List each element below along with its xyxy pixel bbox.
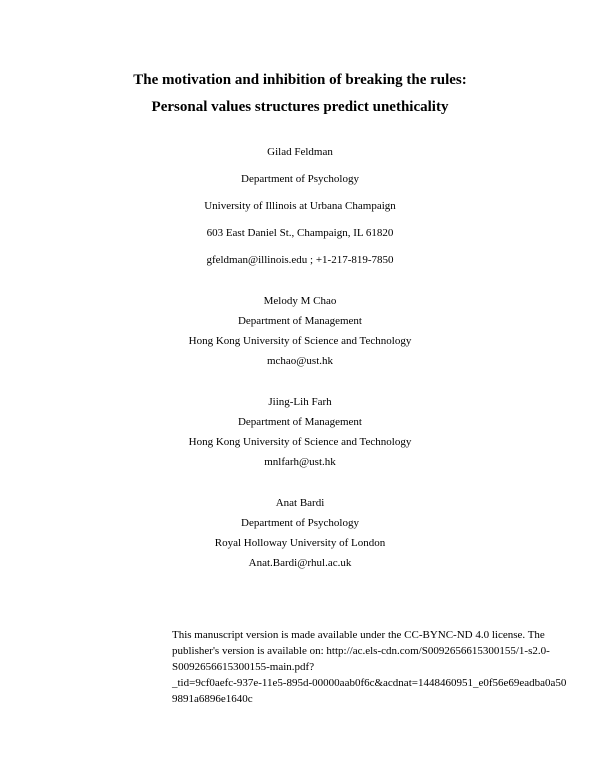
author-name: Gilad Feldman	[267, 146, 333, 158]
license-line: S0092656615300155-main.pdf?	[172, 661, 315, 673]
license-line: _tid=9cf0aefc-937e-11e5-895d-00000aab0f6c&acdnat=1448460951_e0f56e69eadba0a50	[172, 677, 567, 689]
author-contact: gfeldman@illinois.edu ; +1-217-819-7850	[206, 254, 394, 266]
author-name: Jiing-Lih Farh	[268, 396, 332, 408]
author-name: Melody M Chao	[263, 295, 337, 307]
author-address: 603 East Daniel St., Champaign, IL 61820	[206, 227, 394, 239]
author-institution: Hong Kong University of Science and Technology	[188, 436, 412, 448]
license-note	[172, 627, 592, 707]
author-institution: University of Illinois at Urbana Champaign	[204, 200, 396, 212]
author-email: Anat.Bardi@rhul.ac.uk	[248, 557, 352, 569]
license-line: 9891a6896e1640c	[172, 693, 253, 705]
author-department: Department of Psychology	[241, 173, 359, 185]
author-department: Department of Psychology	[241, 517, 359, 529]
author-department: Department of Management	[237, 315, 362, 327]
author-name: Anat Bardi	[275, 497, 325, 509]
author-institution: Royal Holloway University of London	[214, 537, 386, 549]
author-email: mnlfarh@ust.hk	[264, 456, 336, 468]
author-email: mchao@ust.hk	[266, 355, 334, 367]
license-line: This manuscript version is made available under the CC-BYNC-ND 4.0 license. The	[172, 629, 545, 641]
license-line: publisher's version is available on: http://ac.els-cdn.com/S0092656615300155/1-s2.0-	[172, 645, 550, 657]
title-line-1: The motivation and inhibition of breaking the rules:	[133, 72, 467, 88]
title-line-2: Personal values structures predict unethicality	[151, 99, 449, 115]
author-department: Department of Management	[237, 416, 362, 428]
author-institution: Hong Kong University of Science and Technology	[188, 335, 412, 347]
